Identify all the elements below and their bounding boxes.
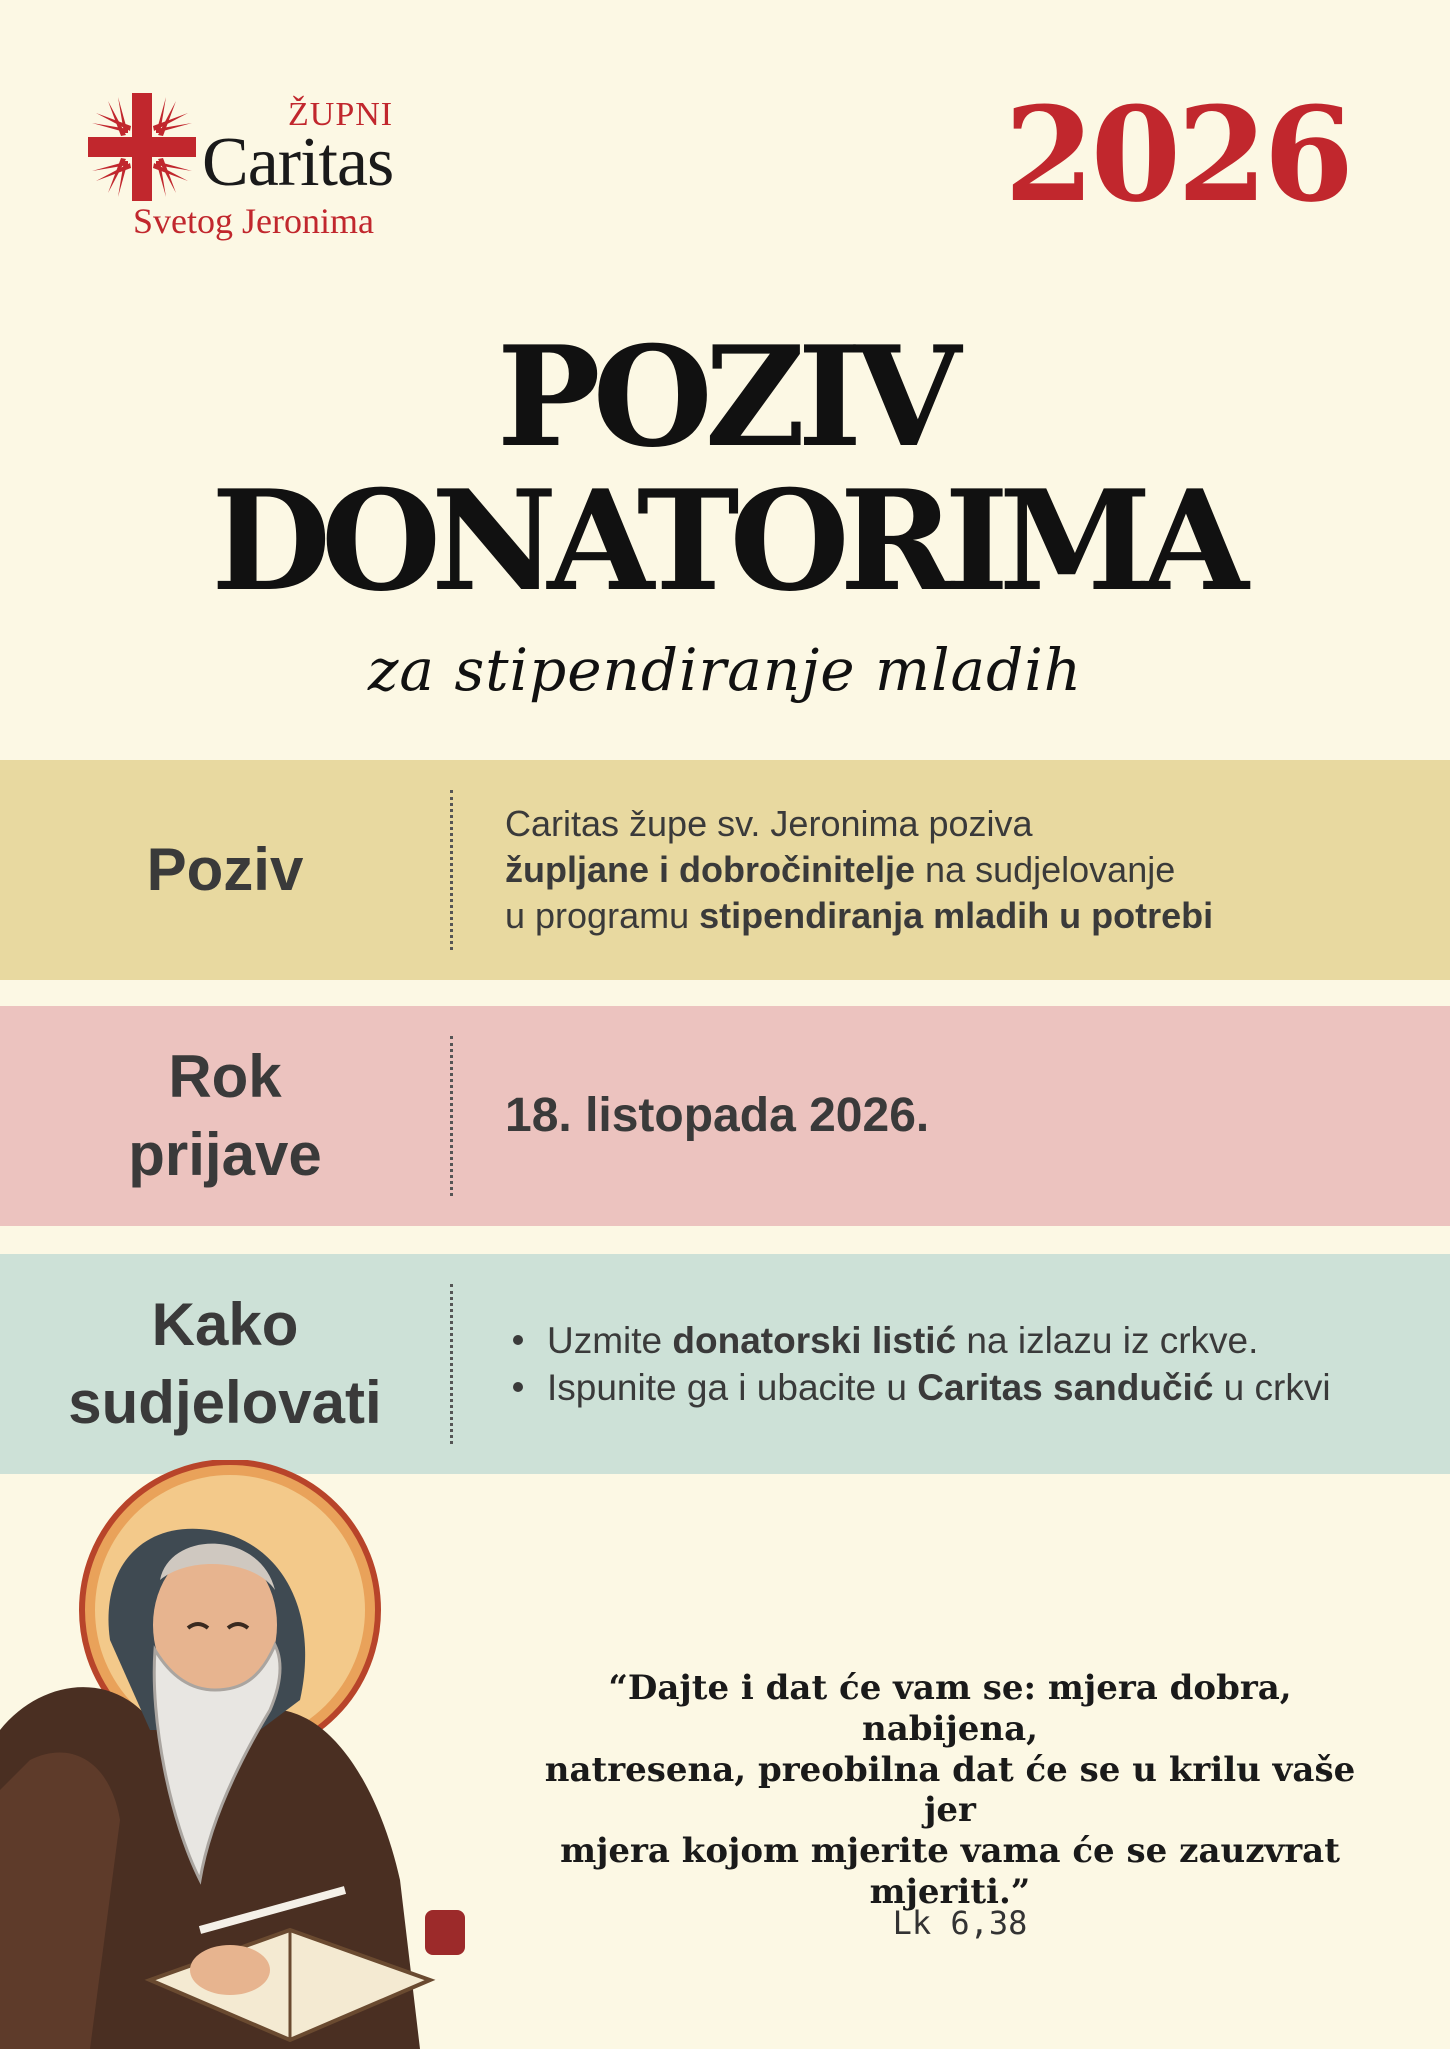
list-item <box>505 1317 1430 1364</box>
section-divider <box>450 1036 453 1196</box>
poziv-line-1: Caritas župe sv. Jeronima poziva <box>505 802 1033 844</box>
quote-reference: Lk 6,38 <box>892 1904 1028 1942</box>
bullet-1-end: na izlazu iz crkve. <box>956 1319 1259 1361</box>
page-subtitle: za stipendiranje mladih <box>367 636 1083 704</box>
logo-top-text: ŽUPNI <box>288 96 394 133</box>
rok-label-line-1: Rok <box>168 1043 282 1110</box>
poziv-line-3-bold: stipendiranja mladih u potrebi <box>699 895 1214 937</box>
year-heading: 2026 <box>1004 78 1350 231</box>
poziv-line-3 <box>505 893 1430 939</box>
bible-quote <box>520 1668 1380 1913</box>
deadline-date: 18. listopada 2026. <box>505 1089 930 1143</box>
rok-label-line-2: prijave <box>128 1121 322 1188</box>
caritas-logo <box>88 88 428 248</box>
section-rok <box>0 1006 1450 1226</box>
caritas-cross-icon <box>88 93 196 201</box>
section-poziv <box>0 760 1450 980</box>
list-item <box>505 1364 1430 1411</box>
section-content-rok <box>505 1006 1430 1226</box>
title-line-2: DONATORIMA <box>211 459 1239 622</box>
bullet-1-bold: donatorski listić <box>672 1319 957 1361</box>
logo-name: Caritas <box>202 124 394 201</box>
saint-jerome-icon <box>0 1460 470 2049</box>
page-title <box>0 315 1450 622</box>
kako-label-line-1: Kako <box>151 1291 299 1358</box>
logo-bottom-text: Svetog Jeronima <box>133 201 374 241</box>
section-divider <box>450 1284 453 1444</box>
section-content-poziv <box>505 760 1430 980</box>
quote-line-1: “Dajte i dat će vam se: mjera dobra, nabijena, <box>608 1668 1292 1749</box>
title-line-1: POZIV <box>496 315 954 478</box>
poziv-line-2-rest: na sudjelovanje <box>915 848 1176 890</box>
bullet-2-end: u crkvi <box>1213 1367 1331 1408</box>
quote-line-4: mjeriti.” <box>869 1871 1031 1912</box>
instructions-list <box>505 1317 1430 1412</box>
bullet-2-bold: Caritas sandučić <box>917 1367 1214 1408</box>
section-label-poziv: Poziv <box>146 836 304 903</box>
quote-line-2: natresena, preobilna dat će se u krilu vaše jer <box>544 1749 1356 1831</box>
section-content-kako <box>505 1254 1430 1474</box>
section-label-rok <box>0 1006 450 1226</box>
kako-label-line-2: sudjelovati <box>68 1369 382 1436</box>
quote-line-3: mjera kojom mjerite vama će se zauzvrat <box>560 1831 1340 1872</box>
poziv-line-2 <box>505 847 1430 893</box>
poziv-line-2-bold: župljane i dobročinitelje <box>505 848 916 890</box>
section-label-kako <box>0 1254 450 1474</box>
poziv-line-3-start: u programu <box>505 895 700 937</box>
section-kako <box>0 1254 1450 1474</box>
bullet-1-start: Uzmite <box>547 1319 673 1361</box>
bullet-2-start: Ispunite ga i ubacite u <box>547 1367 918 1408</box>
section-divider <box>450 790 453 950</box>
